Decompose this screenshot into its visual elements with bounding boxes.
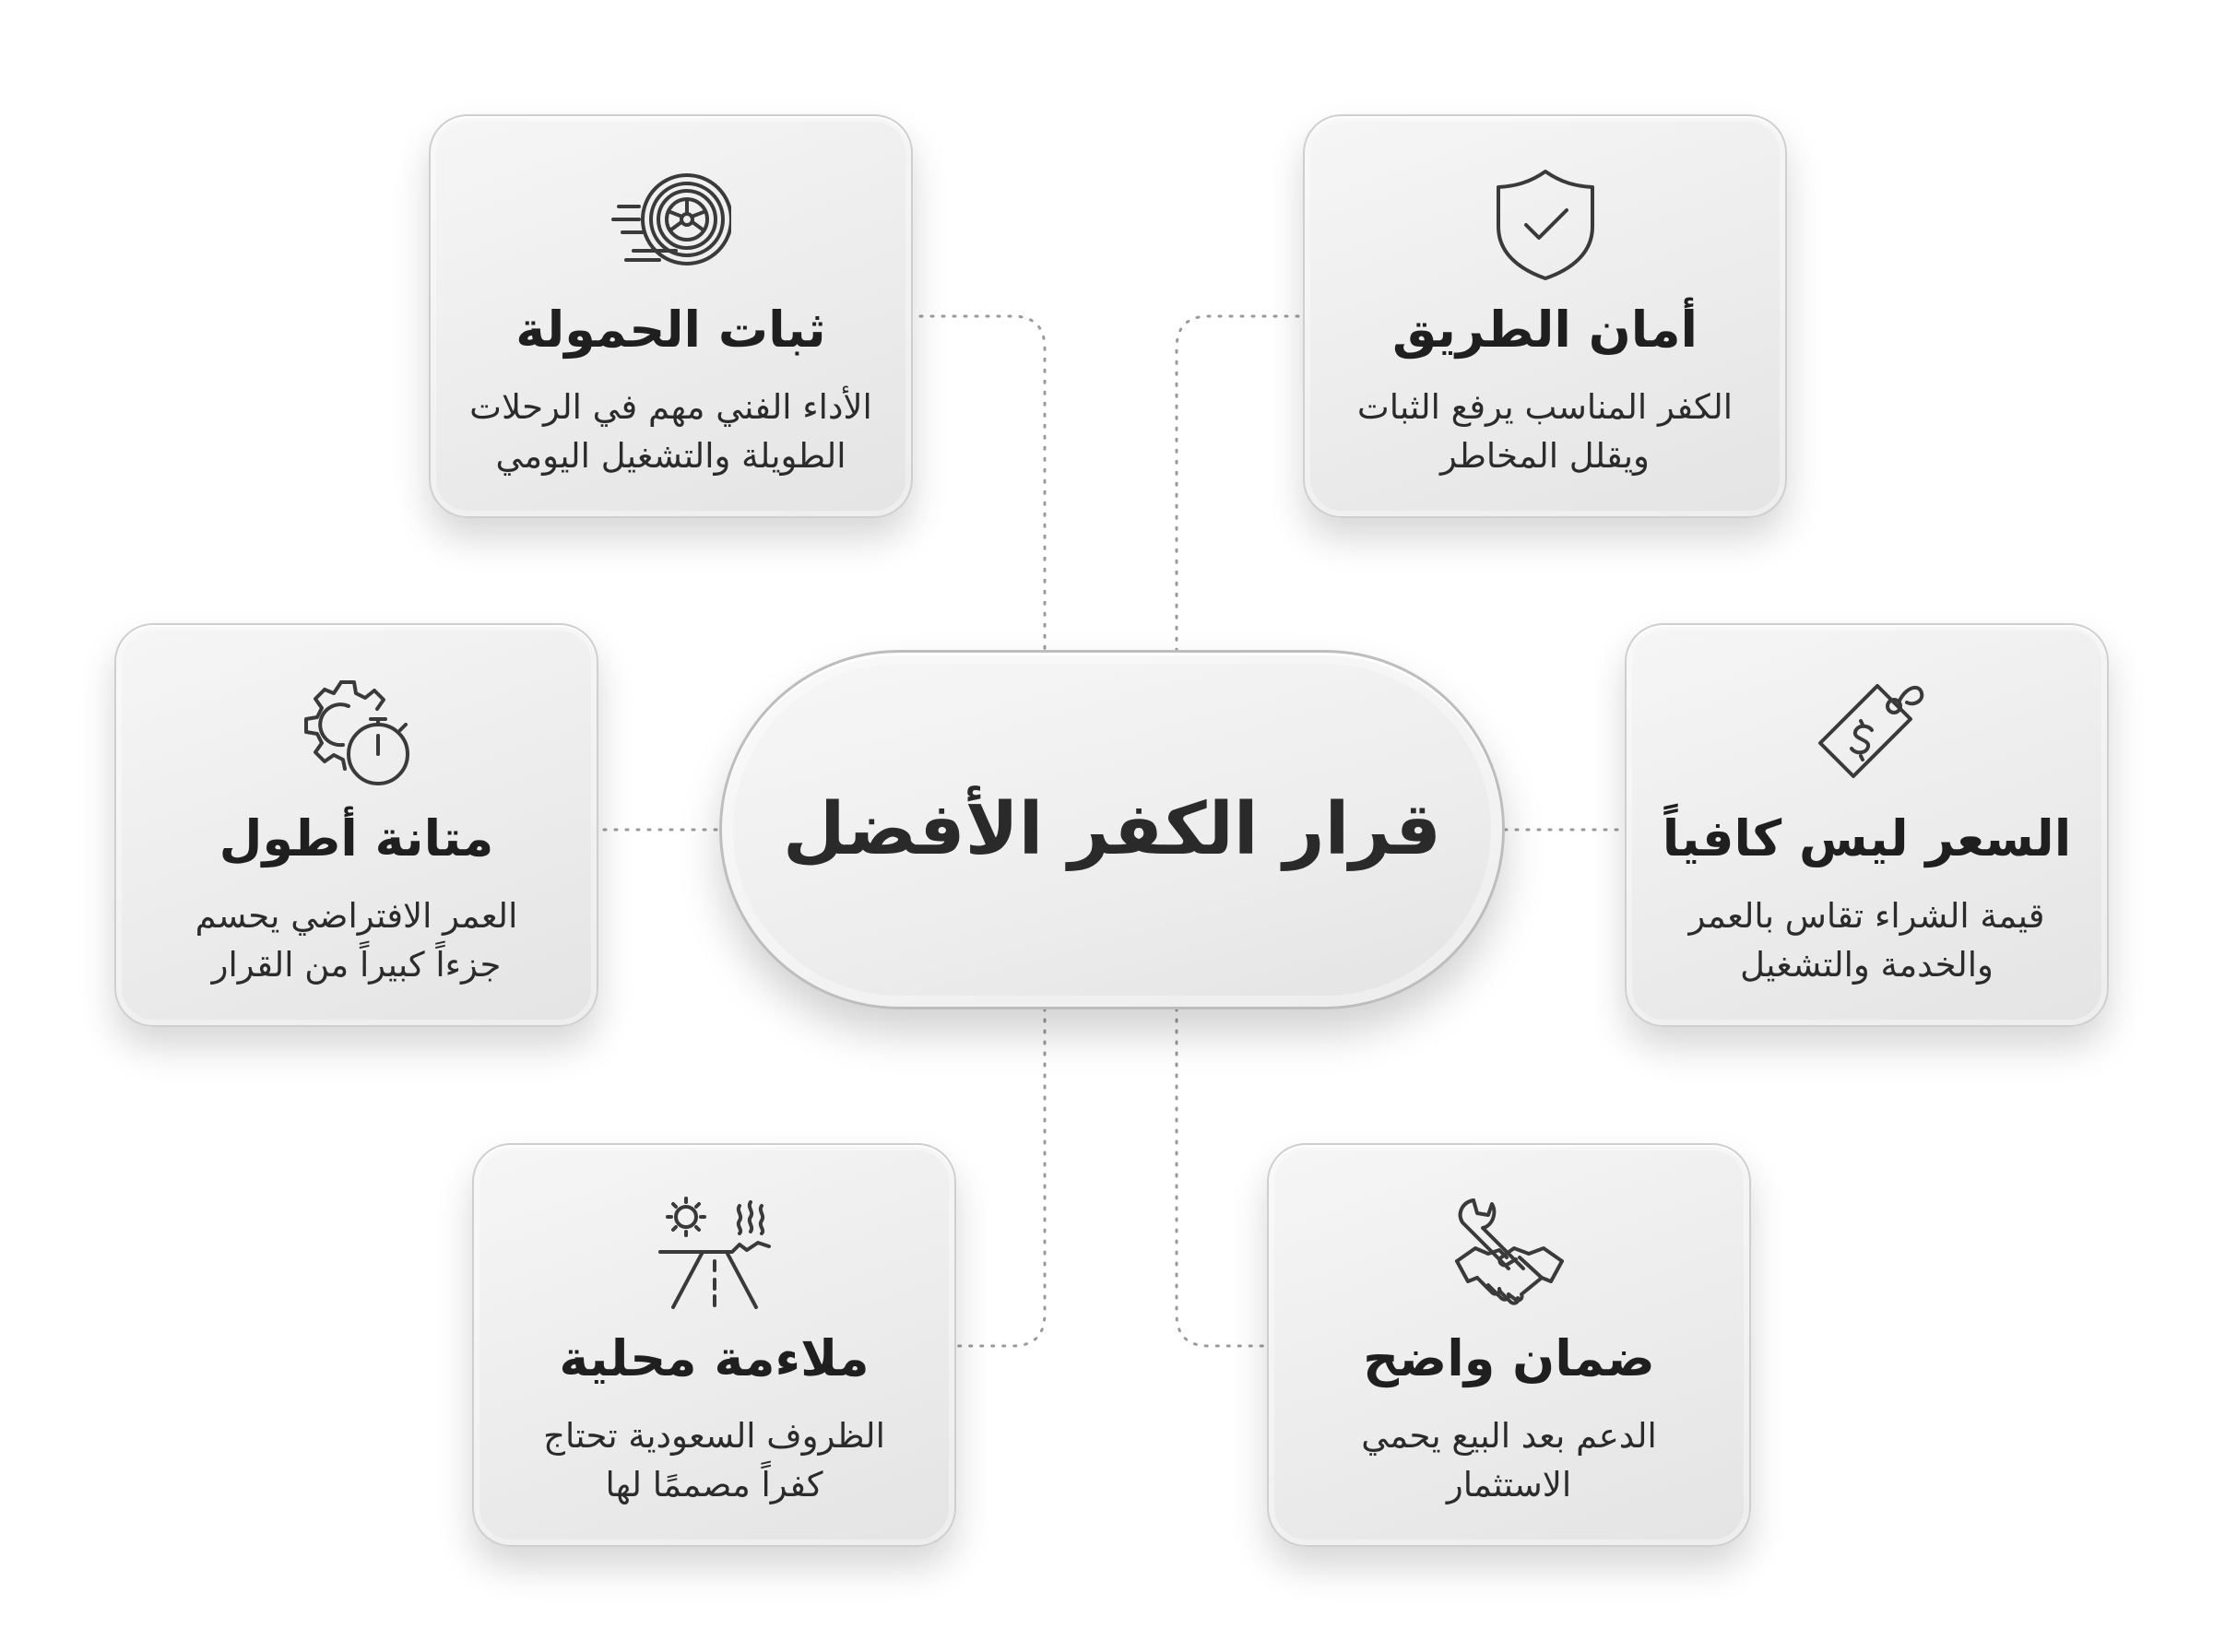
card-description <box>502 1412 927 1509</box>
card-description <box>1654 892 2079 989</box>
card-clear-warranty <box>1267 1143 1751 1547</box>
card-line: الاستثمار <box>1446 1464 1572 1504</box>
card-load-stability <box>429 114 913 518</box>
gear-stopwatch-icon <box>297 673 417 793</box>
card-title: ضمان واضح <box>1363 1329 1655 1387</box>
card-line: كفراً مصممًا لها <box>605 1464 823 1504</box>
card-line: العمر الافتراضي يحسم <box>195 896 518 936</box>
card-description <box>458 384 883 480</box>
central-decision-pill <box>719 650 1505 1009</box>
connector-bottom-left <box>957 1009 1045 1346</box>
card-line: جزءاً كبيراً من القرار <box>211 944 502 985</box>
card-line: الظروف السعودية تحتاج <box>543 1416 885 1456</box>
card-description <box>1296 1412 1722 1509</box>
card-line: الكفر المناسب يرفع الثبات <box>1356 387 1734 427</box>
tire-speed-icon <box>611 164 731 284</box>
card-road-safety <box>1303 114 1787 518</box>
card-line: قيمة الشراء تقاس بالعمر <box>1688 896 2045 936</box>
card-description <box>1332 384 1757 480</box>
card-line: ويقلل المخاطر <box>1440 435 1650 476</box>
card-description <box>144 892 569 989</box>
connector-top-right <box>1177 316 1298 651</box>
card-price-not-enough <box>1625 623 2109 1027</box>
card-local-fit <box>472 1143 956 1547</box>
price-tag-icon <box>1807 673 1927 793</box>
central-title: قرار الكفر الأفضل <box>783 788 1441 871</box>
sun-road-heat-icon <box>655 1193 775 1313</box>
card-title: ملاءمة محلية <box>559 1329 870 1387</box>
card-title: السعر ليس كافياً <box>1662 809 2072 867</box>
card-line: والخدمة والتشغيل <box>1740 944 1994 985</box>
connector-top-left <box>920 316 1045 651</box>
card-line: الأداء الفني مهم في الرحلات <box>469 387 872 427</box>
card-title: متانة أطول <box>219 809 494 867</box>
card-title: ثبات الحمولة <box>515 301 826 359</box>
wrench-handshake-icon <box>1450 1193 1569 1313</box>
connector-bottom-right <box>1177 1009 1265 1346</box>
card-line: الطويلة والتشغيل اليومي <box>495 435 846 476</box>
card-title: أمان الطريق <box>1391 301 1698 359</box>
shield-check-icon <box>1485 164 1605 284</box>
card-line: الدعم بعد البيع يحمي <box>1361 1416 1657 1456</box>
card-durability <box>114 623 598 1027</box>
